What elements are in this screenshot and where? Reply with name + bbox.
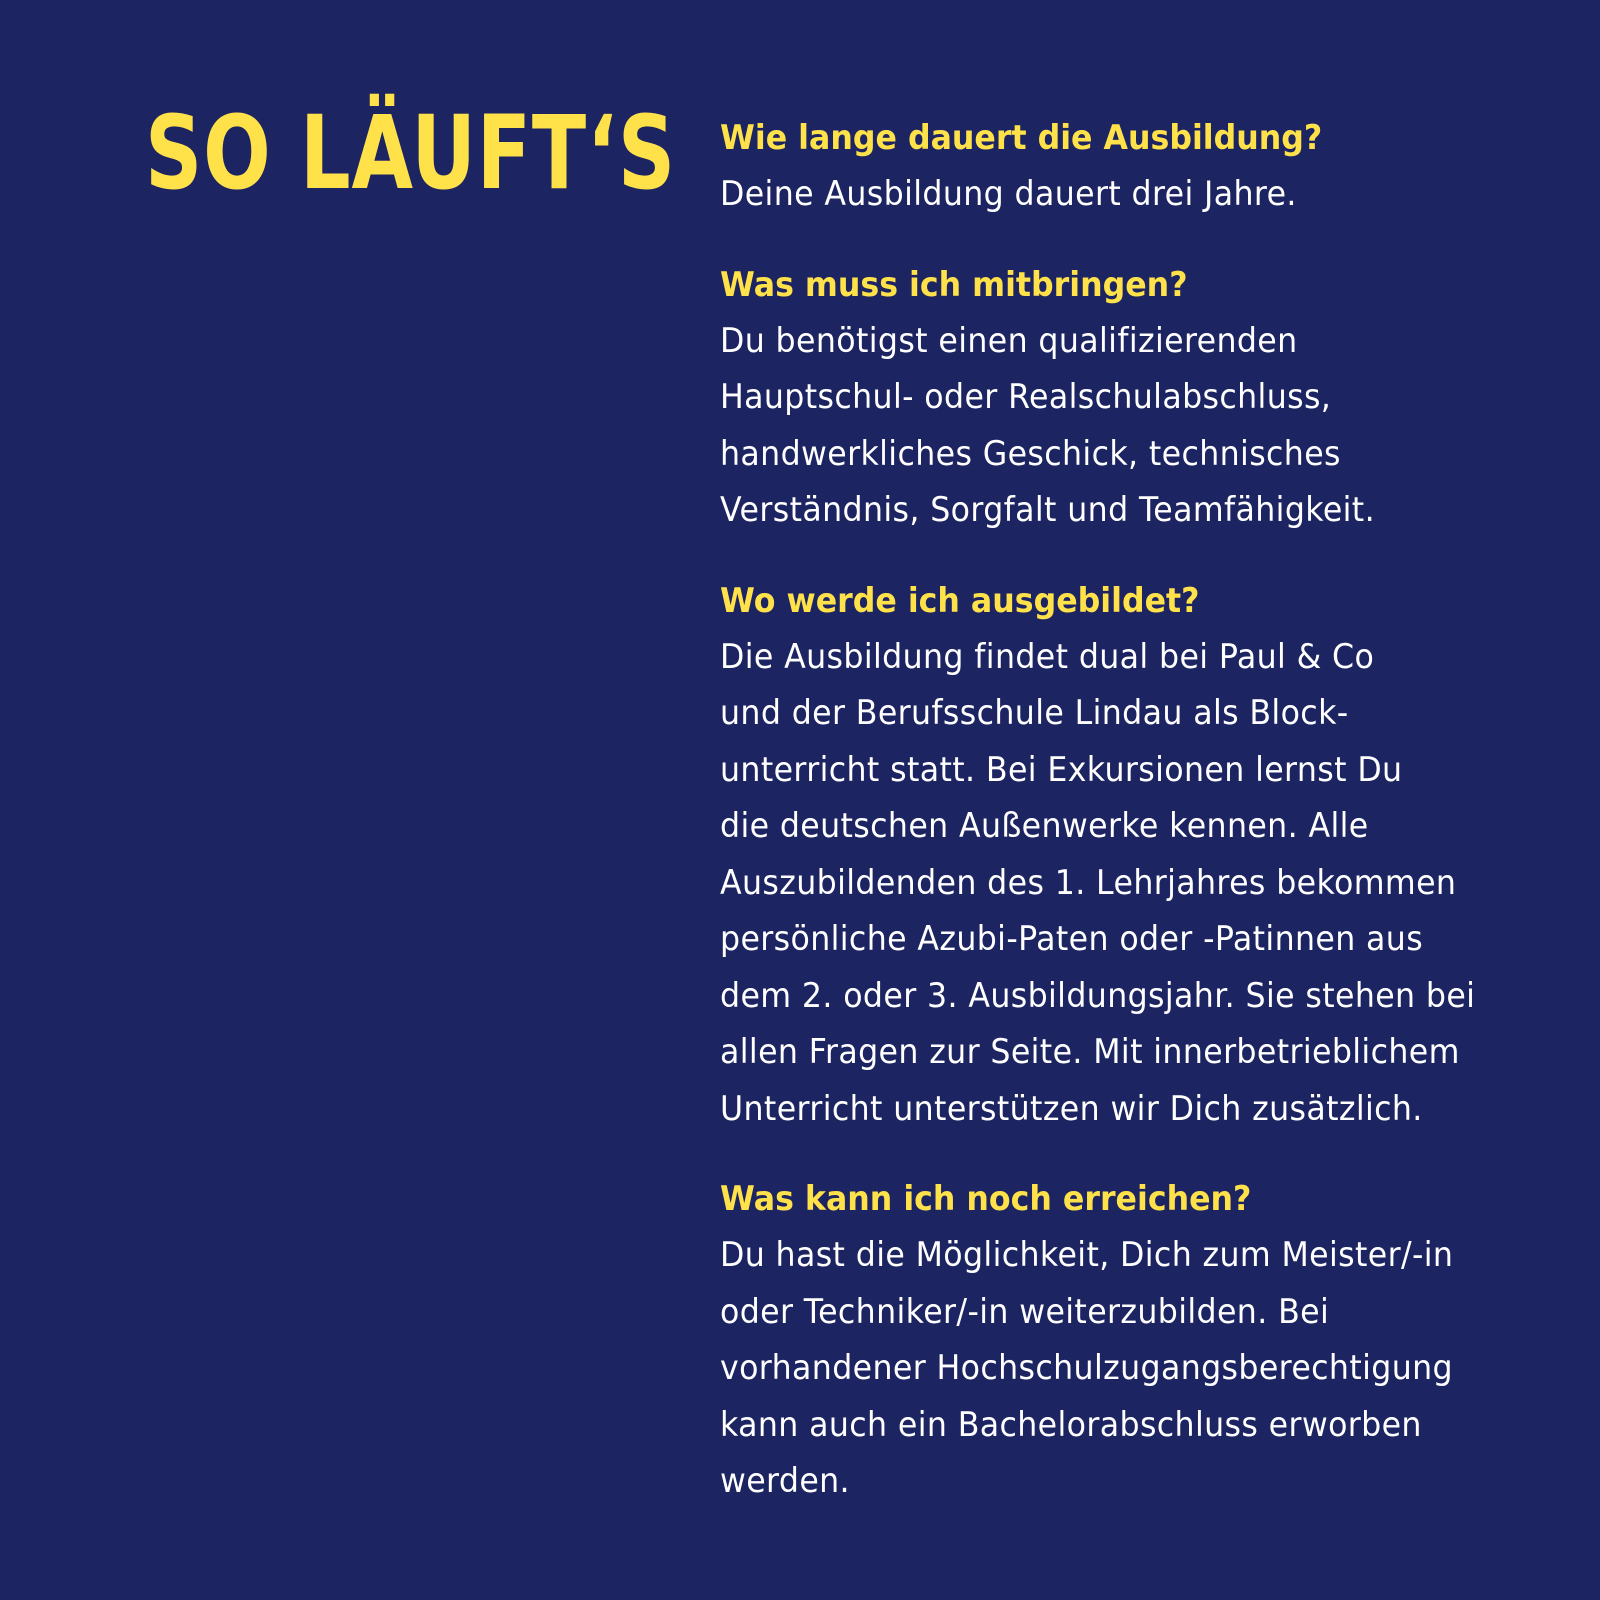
answer-line: Deine Ausbildung dauert drei Jahre.: [720, 174, 1297, 214]
question-location: Wo werde ich ausgebildet?: [720, 580, 1200, 621]
question-career: Was kann ich noch erreichen?: [720, 1179, 1252, 1219]
answer-line: kann auch ein Bachelorabschluss erworben: [720, 1404, 1422, 1445]
answer-location: [720, 629, 1540, 1138]
answer-line: Unterricht unterstützen wir Dich zusätzlich.: [720, 1088, 1423, 1129]
faq-item-location: [720, 573, 1540, 1138]
faq-item-career: [720, 1171, 1540, 1510]
page-title: SO LÄUFT‘S: [145, 94, 677, 213]
answer-line: Du benötigst einen qualifizierenden: [720, 320, 1298, 361]
answer-line: Auszubildenden des 1. Lehrjahres bekommen: [720, 862, 1457, 903]
answer-line: unterricht statt. Bei Exkursionen lernst Du: [720, 749, 1403, 790]
question-requirements: Was muss ich mitbringen?: [720, 264, 1188, 305]
answer-line: Hauptschul- oder Realschulabschluss,: [720, 377, 1332, 417]
answer-line: Verständnis, Sorgfalt und Teamfähigkeit.: [720, 490, 1376, 530]
answer-line: vorhandener Hochschulzugangsberechtigung: [720, 1348, 1453, 1388]
answer-duration: [720, 166, 1540, 223]
answer-line: Die Ausbildung findet dual bei Paul & Co: [720, 636, 1375, 677]
answer-line: persönliche Azubi-Paten oder -Patinnen aus: [720, 919, 1424, 959]
answer-line: allen Fragen zur Seite. Mit innerbetrieblichem: [720, 1032, 1460, 1072]
answer-line: und der Berufsschule Lindau als Block-: [720, 693, 1349, 733]
faq-item-duration: [720, 110, 1540, 223]
faq-item-requirements: [720, 257, 1540, 539]
answer-line: die deutschen Außenwerke kennen. Alle: [720, 806, 1369, 846]
answer-career: [720, 1227, 1540, 1510]
answer-line: werden.: [720, 1461, 850, 1501]
answer-line: handwerkliches Geschick, technisches: [720, 433, 1341, 474]
answer-line: dem 2. oder 3. Ausbildungsjahr. Sie stehen bei: [720, 975, 1476, 1016]
answer-requirements: [720, 313, 1540, 539]
faq-section: [720, 110, 1540, 1544]
question-duration: Wie lange dauert die Ausbildung?: [720, 118, 1323, 158]
answer-line: oder Techniker/-in weiterzubilden. Bei: [720, 1291, 1330, 1332]
answer-line: Du hast die Möglichkeit, Dich zum Meister/-in: [720, 1235, 1454, 1275]
